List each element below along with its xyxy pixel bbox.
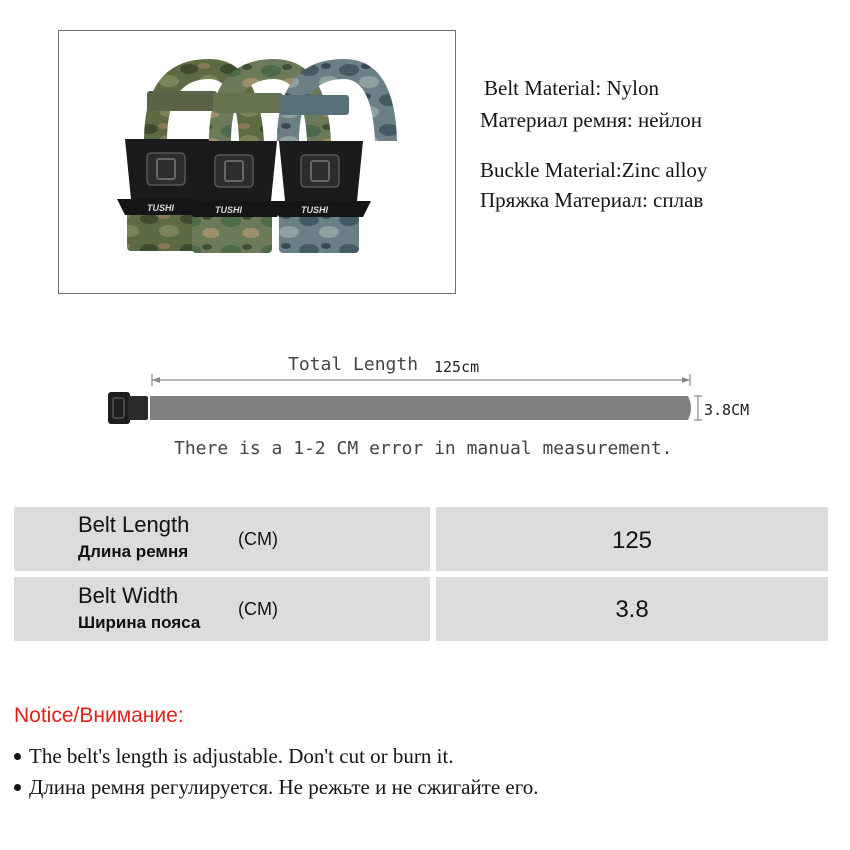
- total-length-value: 125cm: [434, 358, 480, 376]
- notice-item-text: The belt's length is adjustable. Don't cut or burn it.: [29, 744, 454, 768]
- length-value: 125: [611, 527, 653, 554]
- buckle-material-ru: Пряжка Материал: сплав: [480, 188, 704, 212]
- belt-material-ru: Материал ремня: нейлон: [480, 108, 703, 132]
- notice-item: [14, 775, 539, 800]
- table-row-width-label-cell: [14, 577, 430, 641]
- buckle-brand-label: TUSHI: [147, 203, 174, 213]
- total-length-label: Total Length: [288, 354, 419, 375]
- bullet-icon: [14, 753, 21, 760]
- table-row-length-label-cell: [14, 507, 430, 571]
- width-unit: (CM): [238, 599, 278, 619]
- table-row-width-value-cell: [436, 577, 828, 641]
- notice-item: [14, 744, 454, 769]
- product-photo: [58, 30, 456, 294]
- belt-drawing: [108, 392, 691, 424]
- buckle-material-en: Buckle Material:Zinc alloy: [480, 158, 708, 182]
- table-row-length-value-cell: [436, 507, 828, 571]
- error-note: There is a 1-2 CM error in manual measurement.: [174, 438, 673, 459]
- buckle-brand-label: TUSHI: [301, 205, 328, 215]
- length-label-ru: Длина ремня: [78, 542, 189, 561]
- notice-title: Notice/Внимание:: [14, 704, 184, 727]
- width-label-en: Belt Width: [78, 583, 179, 608]
- bullet-icon: [14, 784, 21, 791]
- buckle-brand-label: TUSHI: [215, 205, 242, 215]
- length-unit: (CM): [238, 529, 278, 549]
- width-value: 3.8: [615, 596, 649, 623]
- notice-item-text: Длина ремня регулируется. Не режьте и не сжигайте его.: [29, 775, 539, 799]
- width-label-ru: Ширина пояса: [78, 613, 201, 632]
- belt-width-value: 3.8CM: [704, 401, 750, 419]
- length-label-en: Belt Length: [78, 512, 190, 537]
- belts-illustration: [59, 31, 455, 293]
- belt-material-en: Belt Material: Nylon: [484, 76, 659, 100]
